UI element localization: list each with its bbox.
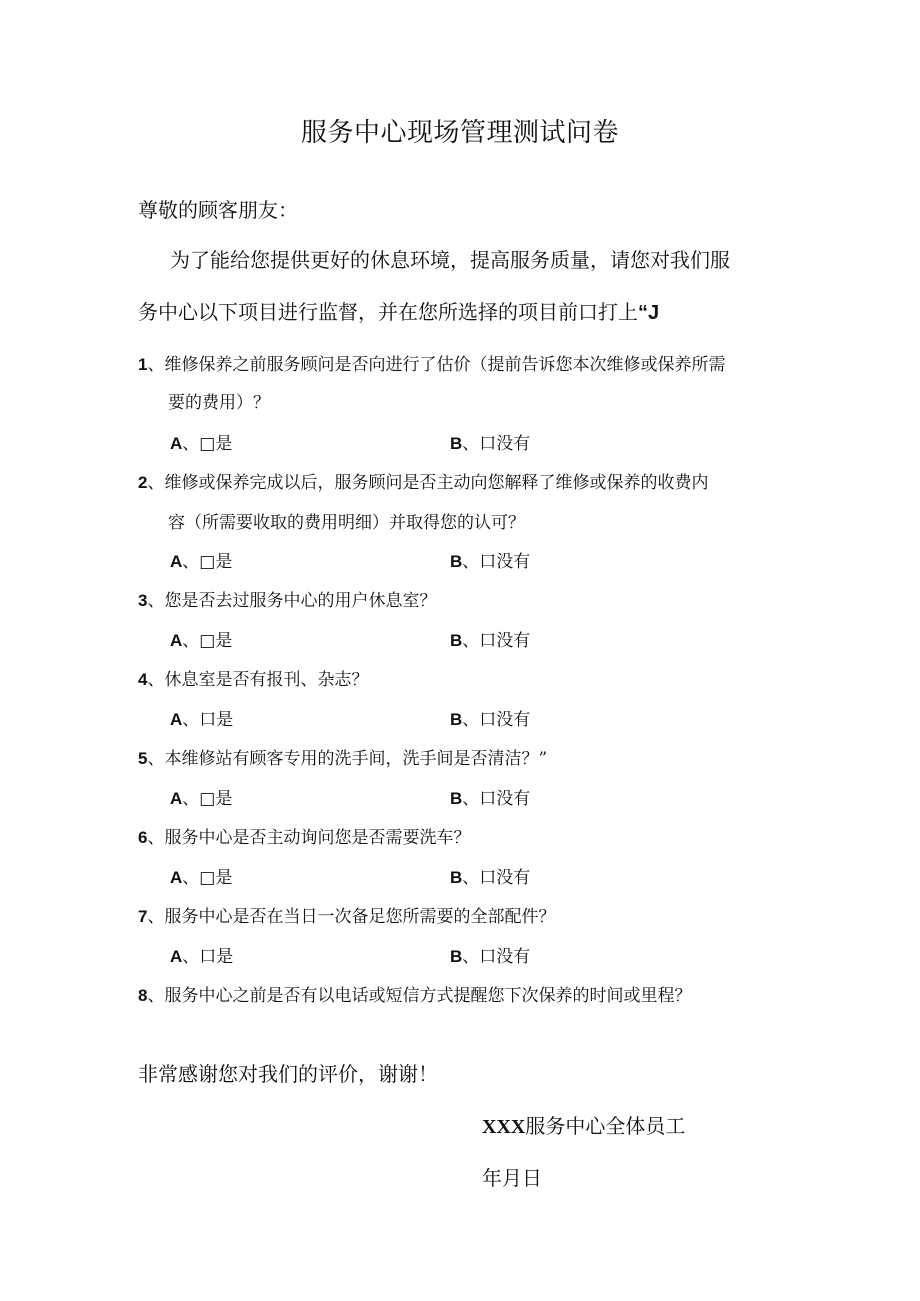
- signature-company: [482, 1110, 685, 1139]
- option-label: 、口没有: [462, 552, 531, 572]
- question-text: 服务中心之前是否有以电话或短信方式提醒您下次保养的时间或里程？: [164, 986, 692, 1006]
- question-separator: 、: [147, 749, 165, 769]
- intro-check-mark: “J: [638, 302, 660, 324]
- option-letter: B: [450, 631, 463, 650]
- option-label: 、□是: [182, 552, 233, 572]
- question-number: 2: [138, 473, 148, 492]
- company-placeholder: XXX: [482, 1116, 526, 1138]
- question-separator: 、: [147, 670, 165, 690]
- question-1-option-b[interactable]: [450, 429, 530, 454]
- question-3-option-a[interactable]: [170, 626, 232, 651]
- question-5-option-a[interactable]: [170, 784, 232, 809]
- question-1-option-a[interactable]: [170, 429, 232, 454]
- question-2-continuation: 容（所需要收取的费用明细）并取得您的认可？: [168, 513, 525, 533]
- option-label: 、口是: [182, 710, 234, 730]
- question-text: 您是否去过服务中心的用户休息室？: [164, 591, 437, 611]
- question-3: [138, 586, 436, 611]
- question-2-option-a[interactable]: [170, 547, 232, 572]
- question-separator: 、: [147, 473, 165, 493]
- question-text: 休息室是否有报刊、杂志？: [164, 670, 369, 690]
- question-5: [138, 744, 547, 769]
- option-letter: A: [170, 552, 183, 571]
- question-4-option-a[interactable]: [170, 705, 233, 730]
- question-separator: 、: [147, 591, 165, 611]
- option-letter: B: [450, 789, 463, 808]
- signature-date: 年月日: [482, 1166, 542, 1190]
- question-separator: 、: [147, 907, 165, 927]
- question-separator: 、: [147, 986, 165, 1006]
- closing-thanks: 非常感谢您对我们的评价，谢谢！: [138, 1062, 438, 1086]
- intro-line-1: 为了能给您提供更好的休息环境，提高服务质量，请您对我们服: [170, 248, 730, 272]
- question-7-option-b[interactable]: [450, 942, 530, 967]
- question-text: 服务中心是否在当日一次备足您所需要的全部配件？: [164, 907, 556, 927]
- question-6: [138, 823, 470, 848]
- question-5-option-b[interactable]: [450, 784, 530, 809]
- option-label: 、口没有: [462, 789, 531, 809]
- page-title: 服务中心现场管理测试问卷: [300, 118, 619, 148]
- question-number: 8: [138, 986, 148, 1005]
- question-number: 6: [138, 828, 148, 847]
- question-number: 1: [138, 355, 148, 374]
- option-label: 、口没有: [462, 710, 531, 730]
- question-number: 5: [138, 749, 148, 768]
- question-number: 7: [138, 907, 148, 926]
- option-letter: A: [170, 789, 183, 808]
- question-7: [138, 902, 555, 927]
- question-text: 服务中心是否主动询问您是否需要洗车？: [164, 828, 471, 848]
- option-letter: A: [170, 434, 183, 453]
- question-3-option-b[interactable]: [450, 626, 530, 651]
- intro-line-2-text: 务中心以下项目进行监督，并在您所选择的项目前口打上: [138, 300, 638, 324]
- intro-line-2: [138, 296, 788, 325]
- option-label: 、口没有: [462, 868, 531, 888]
- option-letter: A: [170, 947, 183, 966]
- option-label: 、口没有: [462, 631, 531, 651]
- option-letter: A: [170, 631, 183, 650]
- question-7-option-a[interactable]: [170, 942, 233, 967]
- option-label: 、口是: [182, 947, 234, 967]
- option-letter: A: [170, 710, 183, 729]
- option-label: 、□是: [182, 868, 233, 888]
- question-4-option-b[interactable]: [450, 705, 530, 730]
- question-number: 3: [138, 591, 148, 610]
- option-letter: B: [450, 552, 463, 571]
- question-text: 维修或保养完成以后，服务顾问是否主动向您解释了维修或保养的收费内: [164, 473, 709, 493]
- question-2: [138, 468, 708, 493]
- question-1: [138, 350, 725, 375]
- option-letter: A: [170, 868, 183, 887]
- option-letter: B: [450, 868, 463, 887]
- question-number: 4: [138, 670, 148, 689]
- question-6-option-b[interactable]: [450, 863, 530, 888]
- option-label: 、□是: [182, 631, 233, 651]
- option-label: 、口没有: [462, 947, 531, 967]
- option-label: 、口没有: [462, 434, 531, 454]
- option-label: 、□是: [182, 434, 233, 454]
- question-separator: 、: [147, 355, 165, 375]
- question-2-option-b[interactable]: [450, 547, 530, 572]
- company-staff: 服务中心全体员工: [525, 1114, 686, 1138]
- question-8: [138, 981, 691, 1006]
- option-letter: B: [450, 434, 463, 453]
- question-text: 本维修站有顾客专用的洗手间，洗手间是否清洁？”: [164, 749, 548, 769]
- question-separator: 、: [147, 828, 165, 848]
- question-1-continuation: 要的费用）？: [168, 393, 270, 413]
- question-text: 维修保养之前服务顾问是否向进行了估价（提前告诉您本次维修或保养所需: [164, 355, 726, 375]
- greeting: 尊敬的顾客朋友：: [138, 198, 298, 222]
- option-label: 、□是: [182, 789, 233, 809]
- option-letter: B: [450, 710, 463, 729]
- question-6-option-a[interactable]: [170, 863, 232, 888]
- option-letter: B: [450, 947, 463, 966]
- question-4: [138, 665, 368, 690]
